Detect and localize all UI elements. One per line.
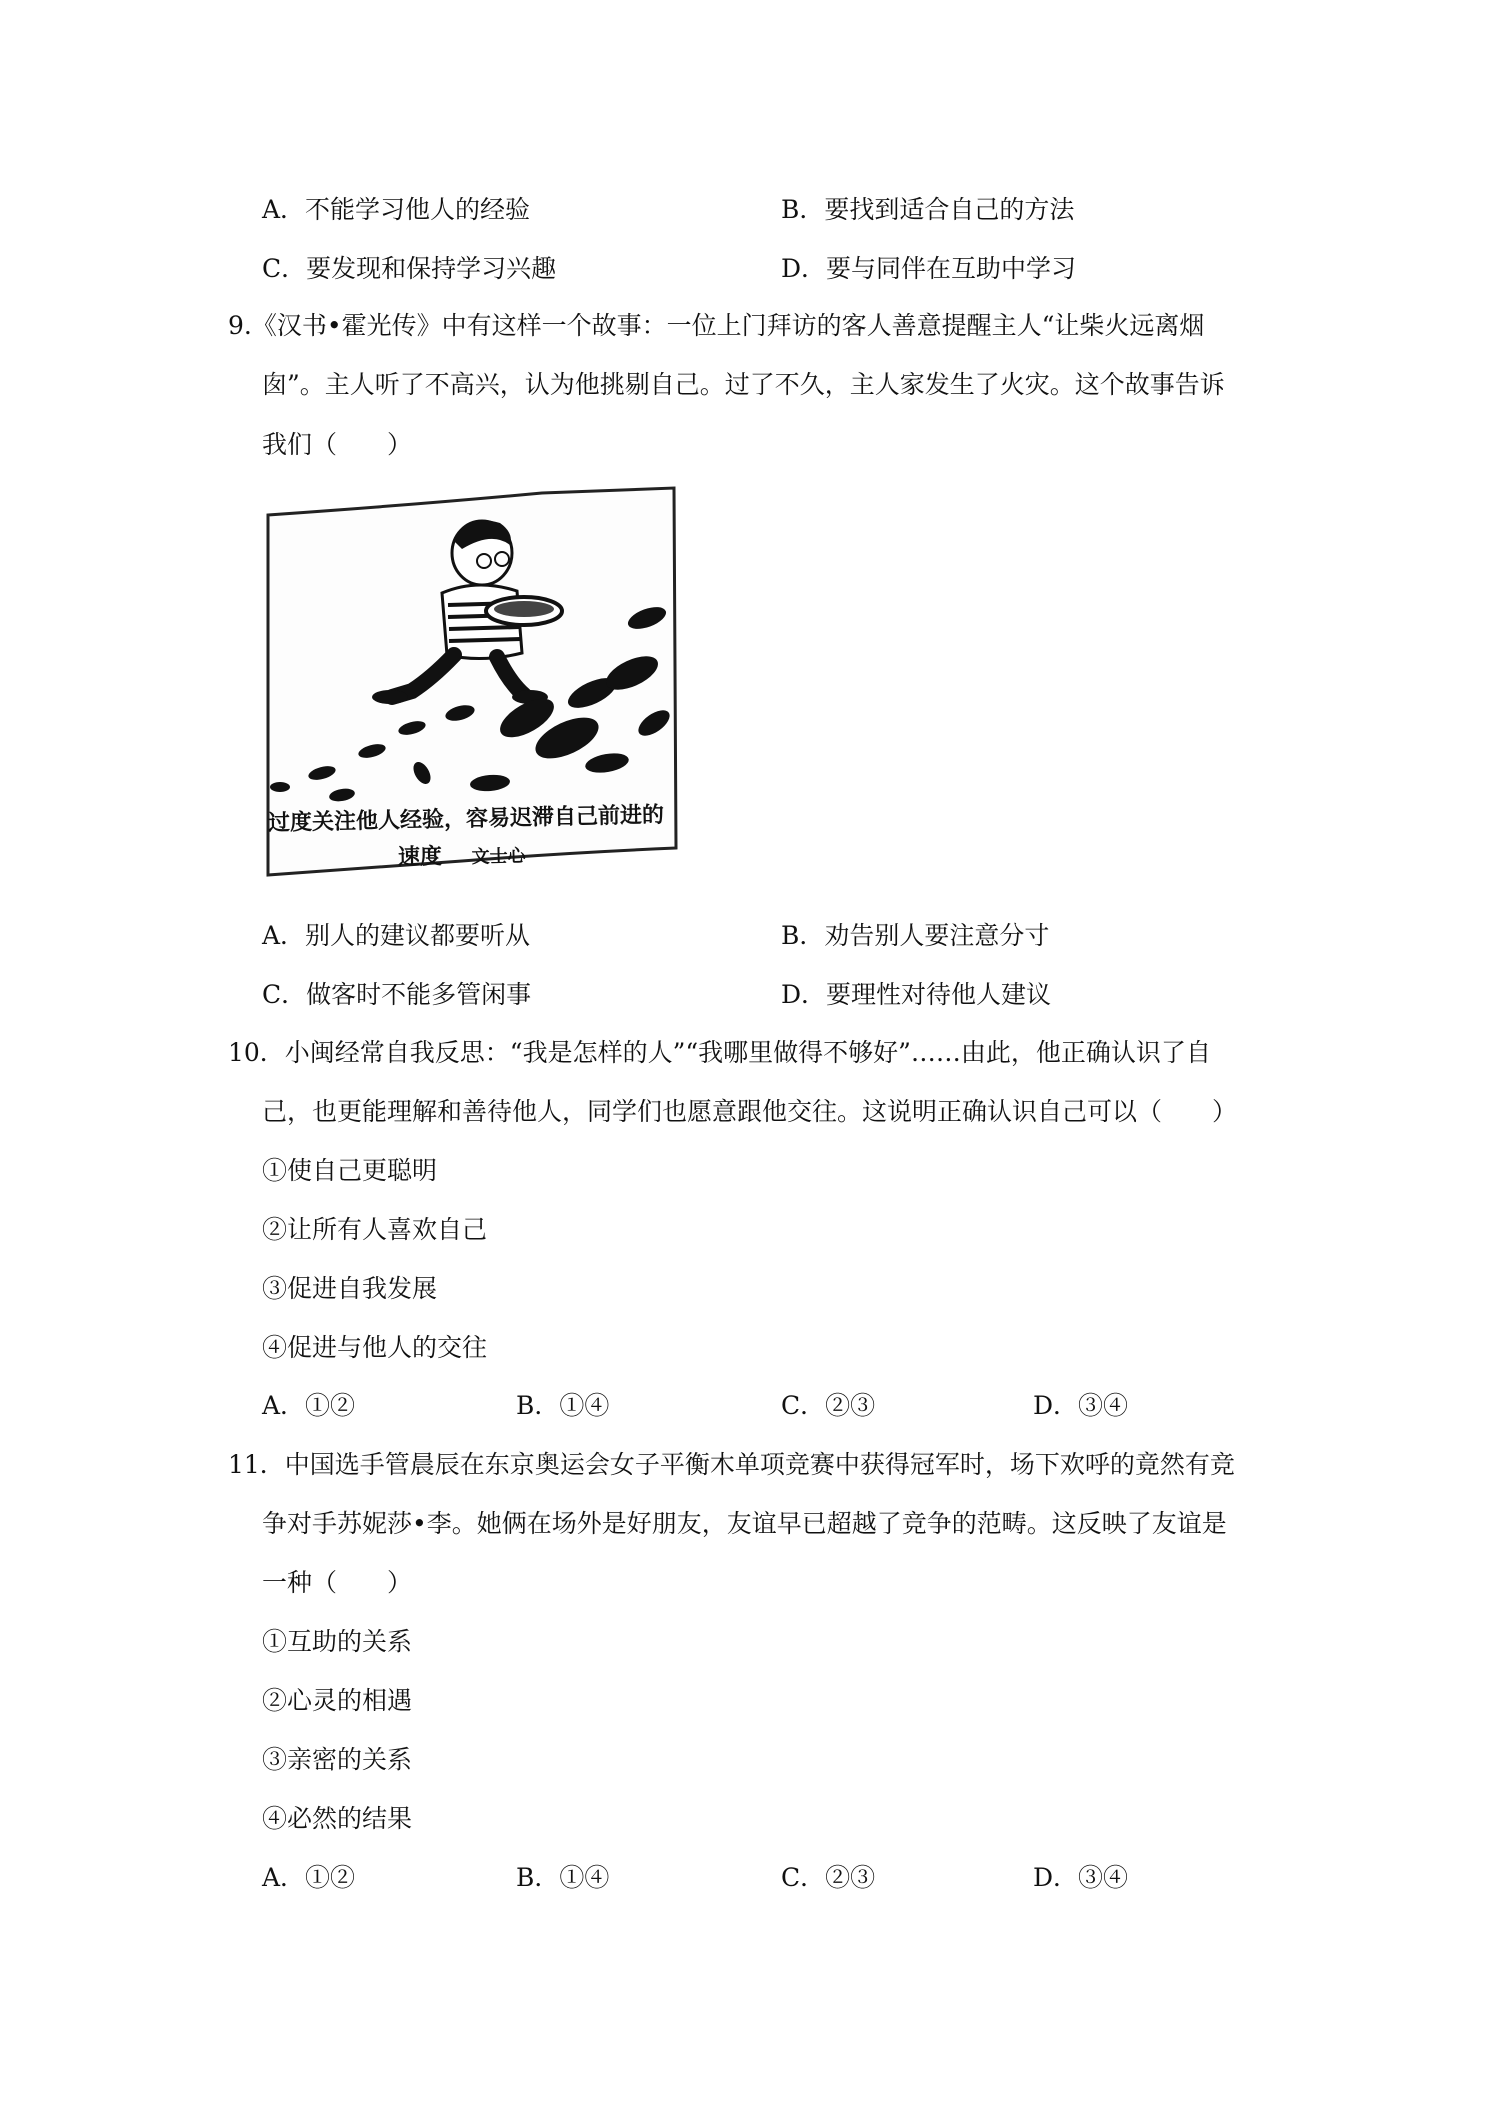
q9-option-d: D．要理性对待他人建议 [781,980,1052,1009]
q8-option-c: C．要发现和保持学习兴趣 [262,254,557,283]
cartoon-signature: 文士心 [471,845,526,868]
q10-option-c: C．②③ [781,1391,876,1420]
q8-option-d: D．要与同伴在互助中学习 [781,254,1077,283]
q8-option-a: A．不能学习他人的经验 [262,195,531,224]
q8-option-b: B．要找到适合自己的方法 [781,195,1075,224]
q9-option-c: C．做客时不能多管闲事 [262,980,532,1009]
cartoon-caption-word: 速度 [397,844,443,871]
q10-option-d: D．③④ [1033,1391,1129,1420]
q11-option-a: A．①② [262,1863,356,1892]
q10-stem-line2: 己，也更能理解和善待他人，同学们也愿意跟他交往。这说明正确认识自己可以（ ） [262,1097,1238,1126]
cartoon-caption-line1: 过度关注他人经验，容易迟滞自己前进的 [267,802,665,837]
q11-item-4: ④必然的结果 [262,1804,413,1833]
q10-item-4: ④促进与他人的交往 [262,1333,488,1362]
q10-stem-line1: 10．小闽经常自我反思：“我是怎样的人”“我哪里做得不够好”……由此，他正确认识了自 [228,1038,1211,1067]
q11-item-1: ①互助的关系 [262,1627,413,1656]
q11-option-d: D．③④ [1033,1863,1129,1892]
q9-stem-line2: 囱”。主人听了不高兴，认为他挑剔自己。过了不久，主人家发生了火灾。这个故事告诉 [262,370,1225,399]
q10-option-a: A．①② [262,1391,356,1420]
q9-option-a: A．别人的建议都要听从 [262,921,531,950]
q9-stem-line3: 我们（ ） [262,430,413,459]
q9-stem-line1: 9.《汉书•霍光传》中有这样一个故事：一位上门拜访的客人善意提醒主人“让柴火远离烟 [228,311,1205,340]
cartoon-caption-line2 [398,845,526,870]
q10-item-2: ②让所有人喜欢自己 [262,1215,488,1244]
q11-option-c: C．②③ [781,1863,876,1892]
q11-stem-line1: 11．中国选手管晨辰在东京奥运会女子平衡木单项竞赛中获得冠军时，场下欢呼的竟然有竞 [228,1450,1235,1479]
q10-option-b: B．①④ [516,1391,610,1420]
q11-item-2: ②心灵的相遇 [262,1686,413,1715]
q11-item-3: ③亲密的关系 [262,1745,413,1774]
q9-option-b: B．劝告别人要注意分寸 [781,921,1050,950]
q11-stem-line2: 争对手苏妮莎•李。她俩在场外是好朋友，友谊早已超越了竞争的范畴。这反映了友谊是 [262,1509,1227,1538]
q10-item-1: ①使自己更聪明 [262,1156,438,1185]
q11-stem-line3: 一种（ ） [262,1568,413,1597]
q10-item-3: ③促进自我发展 [262,1274,438,1303]
q11-option-b: B．①④ [516,1863,610,1892]
